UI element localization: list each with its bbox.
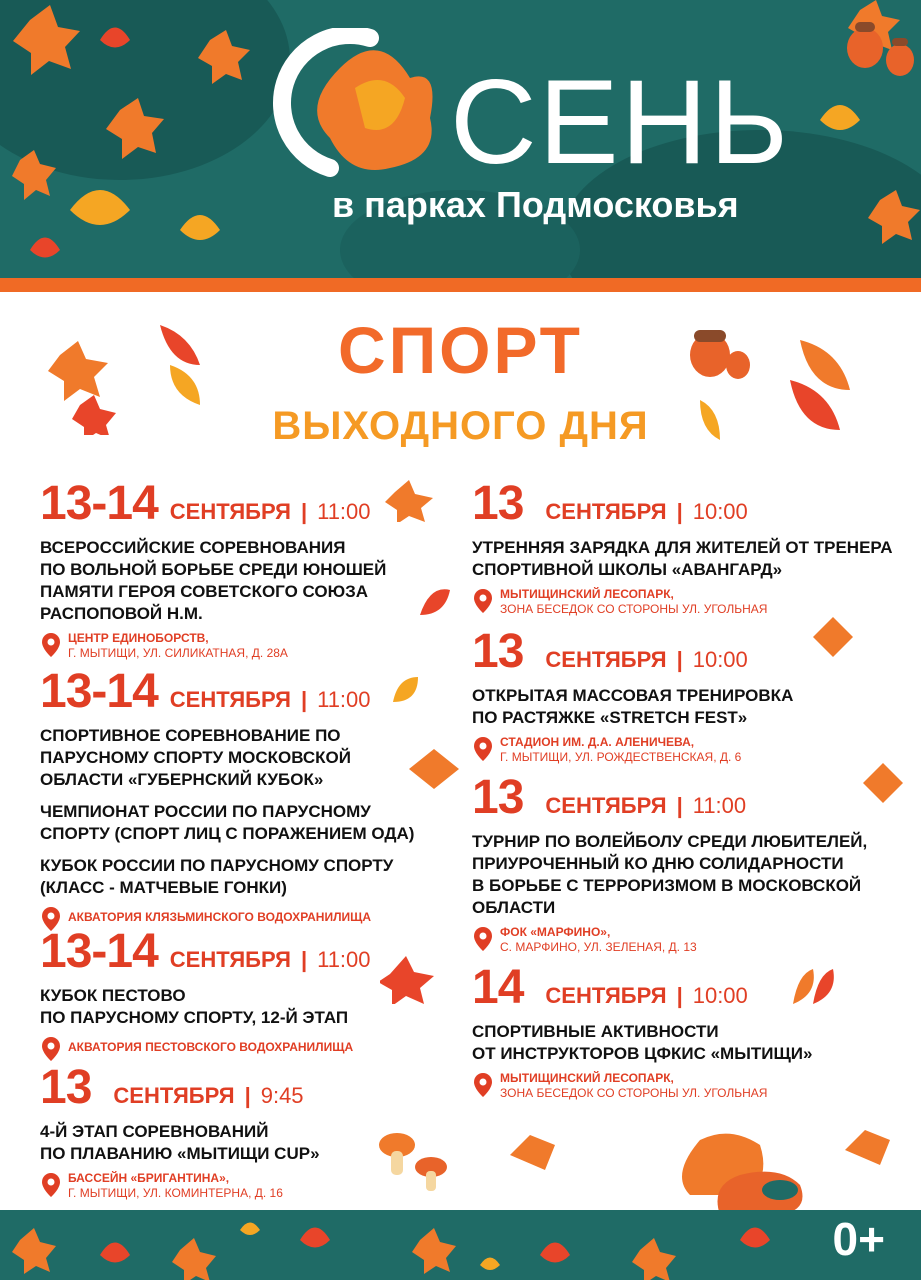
- event-location: [472, 1071, 892, 1101]
- leaf-icon: [505, 1125, 565, 1175]
- desc-line: (КЛАСС - МАТЧЕВЫЕ ГОНКИ): [40, 878, 287, 897]
- location-address: Г. МЫТИЩИ, УЛ. КОМИНТЕРНА, Д. 16: [68, 1186, 283, 1200]
- location-name: МЫТИЩИНСКИЙ ЛЕСОПАРК,: [500, 1071, 674, 1085]
- desc-line: ОТКРЫТАЯ МАССОВАЯ ТРЕНИРОВКА: [472, 686, 794, 705]
- event-location: [472, 925, 892, 955]
- event-month: СЕНТЯБРЯ: [169, 947, 291, 972]
- desc-line: СПОРТИВНЫЕ АКТИВНОСТИ: [472, 1022, 719, 1041]
- header-accent-bar: [0, 278, 921, 292]
- event-month: СЕНТЯБРЯ: [169, 687, 291, 712]
- footer-banner: [0, 1210, 921, 1280]
- map-pin-icon: [472, 926, 494, 952]
- location-address: Г. МЫТИЩИ, УЛ. РОЖДЕСТВЕНСКАЯ, Д. 6: [500, 750, 742, 764]
- location-name: АКВАТОРИЯ ПЕСТОВСКОГО ВОДОХРАНИЛИЩА: [68, 1040, 354, 1054]
- event-time: 11:00: [692, 793, 747, 818]
- event-card: [472, 476, 892, 617]
- map-pin-icon: [40, 1036, 62, 1062]
- event-description: [472, 831, 892, 919]
- boot-icon: [670, 1120, 840, 1220]
- map-pin-icon: [40, 632, 62, 658]
- location-address: ЗОНА БЕСЕДОК СО СТОРОНЫ УЛ. УГОЛЬНАЯ: [500, 1086, 768, 1100]
- leaf-icon: [415, 585, 455, 625]
- location-name: АКВАТОРИЯ КЛЯЗЬМИНСКОГО ВОДОХРАНИЛИЩА: [68, 910, 372, 924]
- location-name: СТАДИОН ИМ. Д.А. АЛЕНИЧЕВА,: [500, 735, 695, 749]
- footer-foliage-decoration: [0, 1210, 921, 1280]
- event-date: [472, 476, 892, 531]
- leaf-icon: [40, 315, 220, 435]
- event-time: 11:00: [317, 499, 371, 524]
- leaf-icon: [788, 964, 838, 1014]
- desc-line: КУБОК РОССИИ ПО ПАРУСНОМУ СПОРТУ: [40, 856, 394, 875]
- event-time: 11:00: [317, 947, 371, 972]
- separator: |: [676, 983, 683, 1008]
- location-name: ФОК «МАРФИНО»,: [500, 925, 611, 939]
- event-month: СЕНТЯБРЯ: [113, 1083, 235, 1108]
- event-month: СЕНТЯБРЯ: [545, 793, 667, 818]
- desc-line: СПОРТИВНОЕ СОРЕВНОВАНИЕ ПО: [40, 726, 341, 745]
- acorn-icon: [680, 320, 880, 450]
- event-description: [40, 855, 460, 899]
- event-day: 13: [472, 771, 524, 824]
- event-description: [40, 801, 460, 845]
- event-month: СЕНТЯБРЯ: [545, 983, 667, 1008]
- event-card: [472, 770, 892, 955]
- osen-logo: [260, 28, 900, 188]
- event-time: 9:45: [260, 1083, 304, 1108]
- desc-line: ТУРНИР ПО ВОЛЕЙБОЛУ СРЕДИ ЛЮБИТЕЛЕЙ,: [472, 832, 868, 851]
- header-banner: [0, 0, 921, 278]
- event-month: СЕНТЯБРЯ: [545, 499, 667, 524]
- map-pin-icon: [472, 1072, 494, 1098]
- desc-line: СПОРТИВНОЙ ШКОЛЫ «АВАНГАРД»: [472, 560, 783, 579]
- desc-line: В БОРЬБЕ С ТЕРРОРИЗМОМ В МОСКОВСКОЙ: [472, 876, 862, 895]
- desc-line: КУБОК ПЕСТОВО: [40, 986, 186, 1005]
- event-location: [40, 631, 440, 661]
- leaf-icon: [808, 612, 858, 662]
- desc-line: ПАРУСНОМУ СПОРТУ МОСКОВСКОЙ: [40, 748, 351, 767]
- event-description: [472, 537, 892, 581]
- event-time: 10:00: [692, 499, 748, 524]
- event-description: [472, 685, 892, 729]
- separator: |: [300, 499, 308, 524]
- map-pin-icon: [472, 588, 494, 614]
- mushroom-icon: [375, 1125, 455, 1195]
- event-day: 13-14: [40, 925, 158, 978]
- age-rating-badge: 0+: [832, 1213, 885, 1265]
- separator: |: [676, 499, 683, 524]
- leaf-icon: [380, 944, 440, 1004]
- desc-line: РАСПОПОВОЙ Н.М.: [40, 604, 203, 623]
- desc-line: ПО ПЛАВАНИЮ «МЫТИЩИ CUP»: [40, 1144, 320, 1163]
- event-date: [472, 770, 892, 825]
- separator: |: [244, 1083, 251, 1108]
- map-pin-icon: [40, 1172, 62, 1198]
- desc-line: ПРИУРОЧЕННЫЙ КО ДНЮ СОЛИДАРНОСТИ: [472, 854, 844, 873]
- leaf-icon: [840, 1120, 900, 1170]
- leaf-icon: [404, 744, 464, 794]
- event-location: [472, 735, 892, 765]
- event-time: 10:00: [692, 647, 748, 672]
- desc-line: ОБЛАСТИ: [472, 898, 556, 917]
- event-description: [40, 537, 440, 625]
- event-month: СЕНТЯБРЯ: [169, 499, 291, 524]
- header-subtitle: в парках Подмосковья: [332, 184, 739, 225]
- desc-line: ПАМЯТИ ГЕРОЯ СОВЕТСКОГО СОЮЗА: [40, 582, 369, 601]
- desc-line: ПО РАСТЯЖКЕ «STRETCH FEST»: [472, 708, 748, 727]
- event-day: 13-14: [40, 665, 158, 718]
- event-day: 13: [472, 625, 524, 678]
- event-day: 13-14: [40, 477, 158, 530]
- location-name: БАССЕЙН «БРИГАНТИНА»,: [68, 1171, 230, 1185]
- event-description: [472, 1021, 892, 1065]
- separator: |: [676, 793, 683, 818]
- leaf-icon: [858, 758, 908, 808]
- event-date: [40, 476, 440, 531]
- event-day: 13: [40, 1061, 92, 1114]
- event-day: 14: [472, 961, 524, 1014]
- event-day: 13: [472, 477, 524, 530]
- desc-line: ЧЕМПИОНАТ РОССИИ ПО ПАРУСНОМУ: [40, 802, 371, 821]
- desc-line: ОТ ИНСТРУКТОРОВ ЦФКИС «МЫТИЩИ»: [472, 1044, 813, 1063]
- event-time: 10:00: [692, 983, 748, 1008]
- separator: |: [676, 647, 683, 672]
- svg-text:СЕНЬ: СЕНЬ: [450, 55, 791, 188]
- location-name: ЦЕНТР ЕДИНОБОРСТВ,: [68, 631, 209, 645]
- desc-line: ОБЛАСТИ «ГУБЕРНСКИЙ КУБОК»: [40, 770, 324, 789]
- map-pin-icon: [472, 736, 494, 762]
- location-address: ЗОНА БЕСЕДОК СО СТОРОНЫ УЛ. УГОЛЬНАЯ: [500, 602, 768, 616]
- desc-line: ПО ВОЛЬНОЙ БОРЬБЕ СРЕДИ ЮНОШЕЙ: [40, 560, 387, 579]
- page-subtitle: ВЫХОДНОГО ДНЯ: [272, 404, 649, 448]
- location-address: Г. МЫТИЩИ, УЛ. СИЛИКАТНАЯ, Д. 28А: [68, 646, 288, 660]
- event-description: [40, 725, 460, 791]
- location-name: МЫТИЩИНСКИЙ ЛЕСОПАРК,: [500, 587, 674, 601]
- separator: |: [300, 947, 308, 972]
- page-title: СПОРТ: [338, 313, 583, 387]
- location-address: С. МАРФИНО, УЛ. ЗЕЛЕНАЯ, Д. 13: [500, 940, 697, 954]
- separator: |: [300, 687, 308, 712]
- desc-line: ВСЕРОССИЙСКИЕ СОРЕВНОВАНИЯ: [40, 538, 346, 557]
- desc-line: СПОРТУ (СПОРТ ЛИЦ С ПОРАЖЕНИЕМ ОДА): [40, 824, 415, 843]
- leaf-icon: [388, 672, 424, 708]
- leaf-icon: [385, 472, 445, 522]
- desc-line: 4-Й ЭТАП СОРЕВНОВАНИЙ: [40, 1122, 269, 1141]
- event-date: [40, 1060, 440, 1115]
- event-month: СЕНТЯБРЯ: [545, 647, 667, 672]
- desc-line: УТРЕННЯЯ ЗАРЯДКА ДЛЯ ЖИТЕЛЕЙ ОТ ТРЕНЕРА: [472, 538, 893, 557]
- event-time: 11:00: [317, 687, 371, 712]
- event-card: [40, 476, 440, 661]
- event-location: [40, 1035, 440, 1062]
- desc-line: ПО ПАРУСНОМУ СПОРТУ, 12-Й ЭТАП: [40, 1008, 349, 1027]
